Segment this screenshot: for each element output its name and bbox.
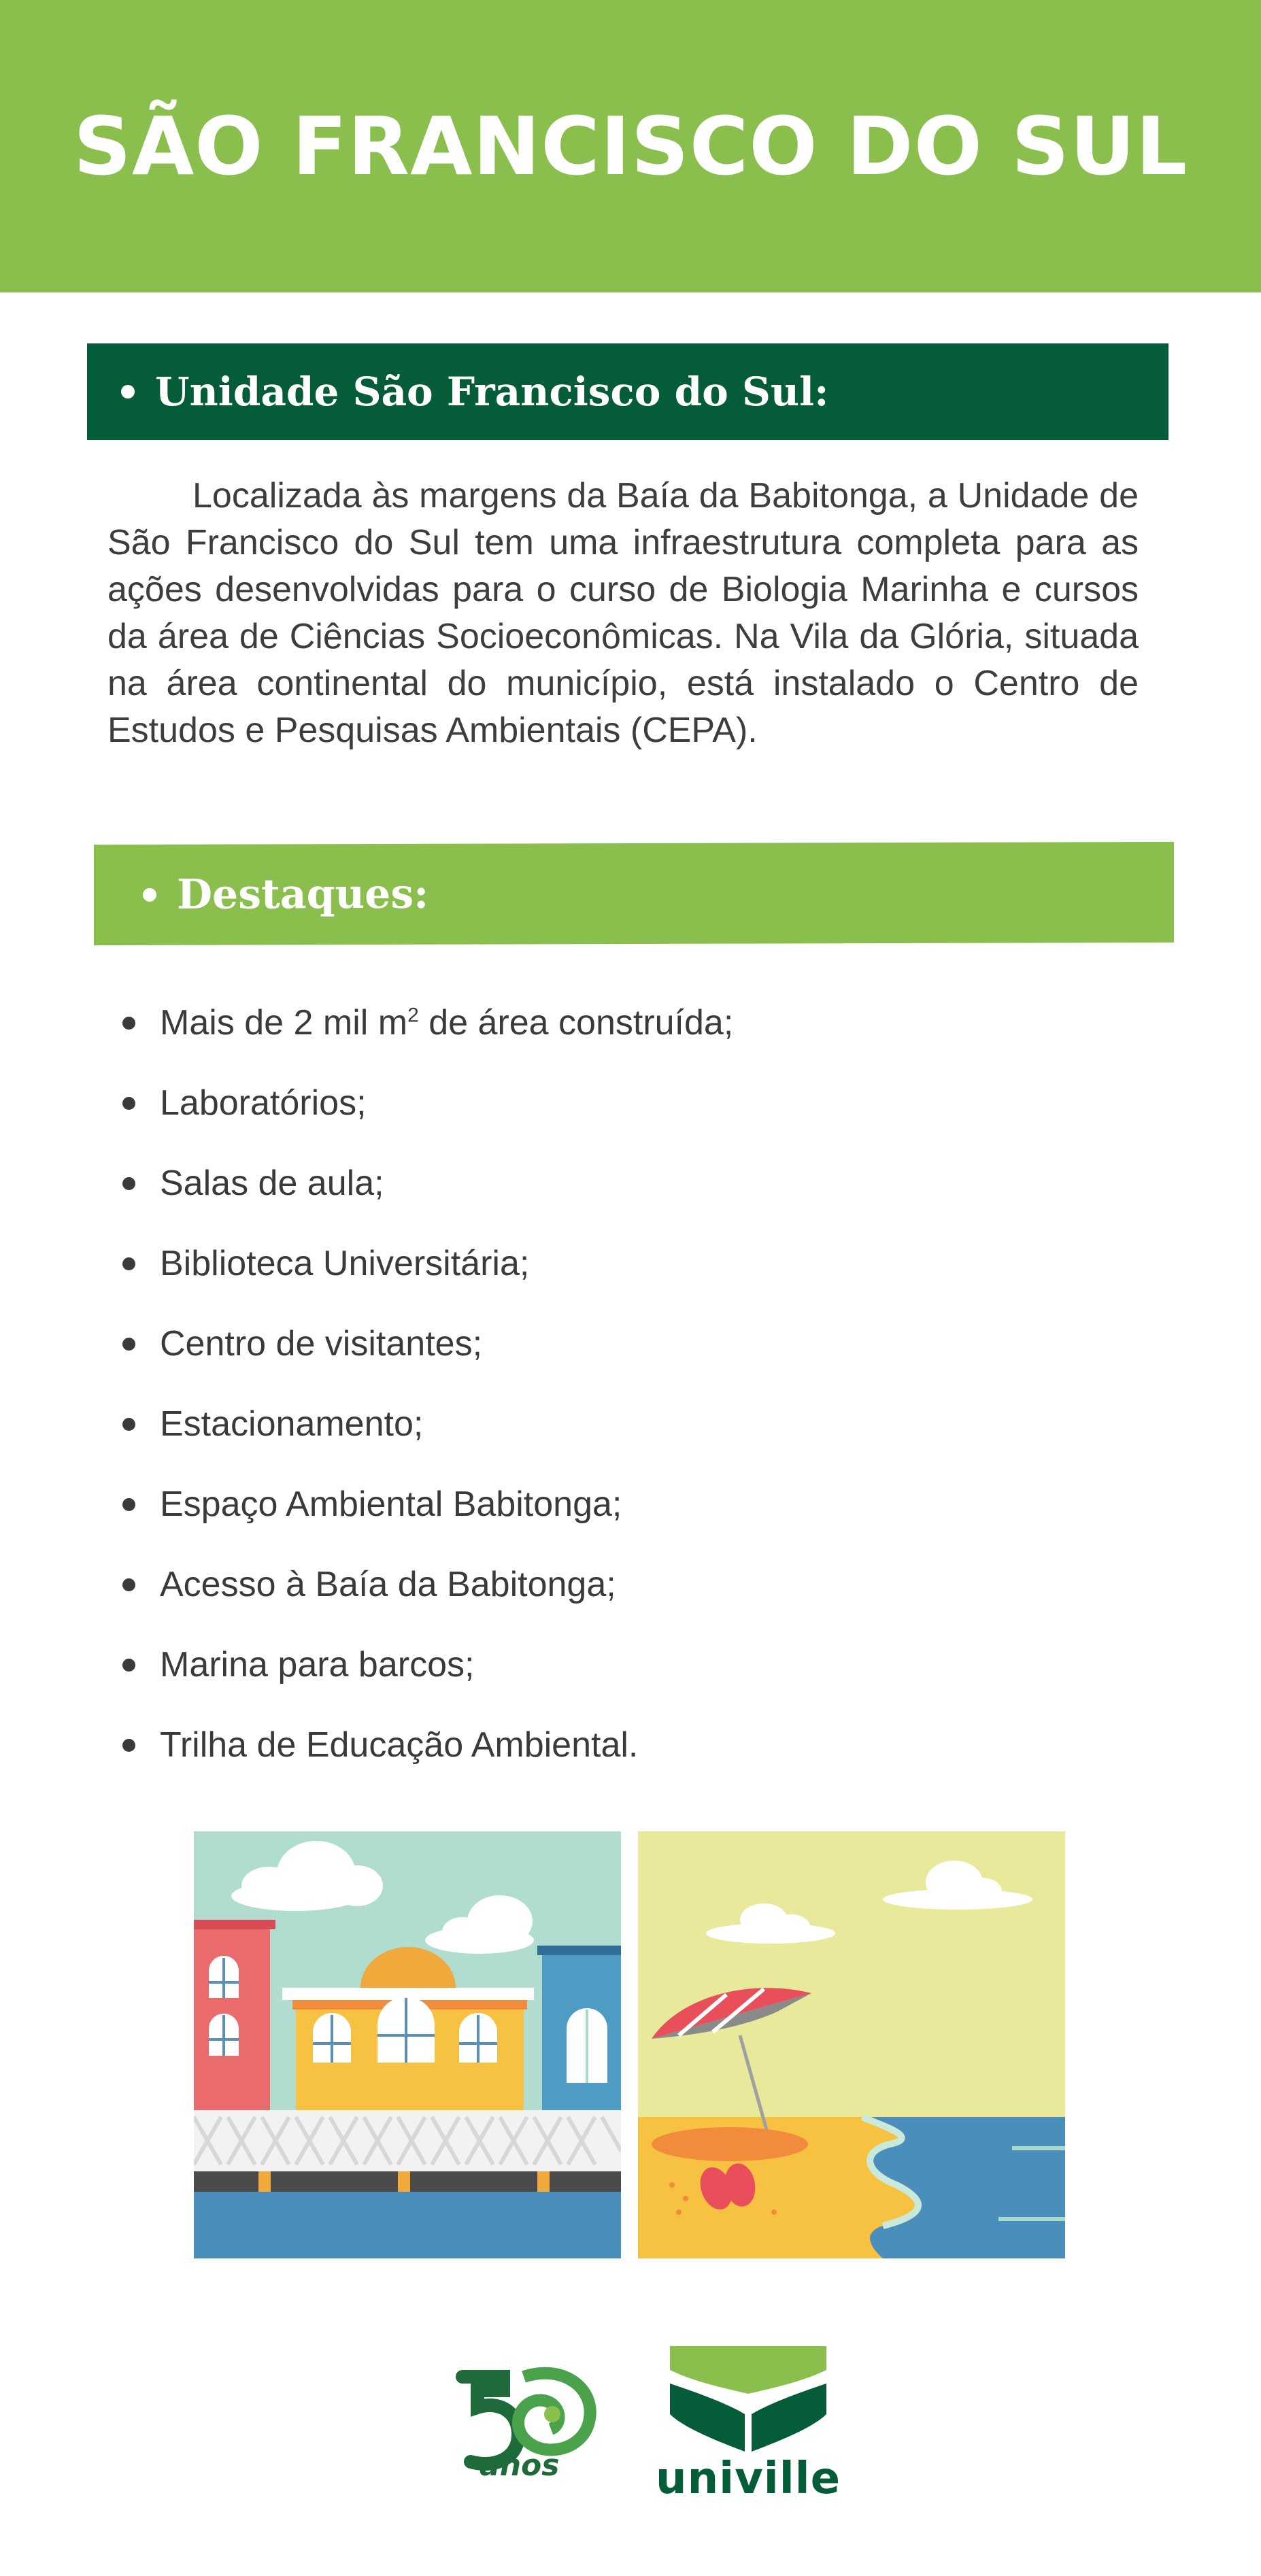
list-item-text: Centro de visitantes; — [160, 1324, 483, 1363]
univille-logo — [636, 2339, 860, 2509]
list-item — [122, 983, 733, 1063]
beach-illustration — [638, 1831, 1065, 2258]
list-item — [122, 1625, 733, 1705]
bullet-icon — [122, 1739, 135, 1752]
anniversary-word: anos — [480, 2448, 560, 2483]
list-item-text: Marina para barcos; — [160, 1645, 475, 1684]
list-item-text: Acesso à Baía da Babitonga; — [160, 1565, 616, 1604]
list-item-text: Trilha de Educação Ambiental. — [160, 1725, 639, 1765]
list-item — [122, 1304, 733, 1384]
open-book-icon — [636, 2339, 860, 2462]
list-item-text: Biblioteca Universitária; — [160, 1244, 530, 1283]
bullet-icon — [122, 1659, 135, 1672]
bullet-icon — [122, 1097, 135, 1110]
title-banner — [0, 0, 1261, 292]
page-title: SÃO FRANCISCO DO SUL — [73, 99, 1188, 193]
list-item-text: Mais de 2 mil $m^2$ de área construída; — [160, 1003, 734, 1043]
list-item-text: Salas de aula; — [160, 1164, 384, 1203]
bullet-icon — [143, 888, 156, 902]
bullet-icon — [122, 1257, 135, 1270]
unit-section-header — [87, 343, 1168, 440]
list-item-text: Estacionamento; — [160, 1404, 424, 1444]
list-item — [122, 1223, 733, 1304]
bullet-icon — [122, 1338, 135, 1351]
highlights-section-header — [94, 842, 1174, 945]
list-item-text: Espaço Ambiental Babitonga; — [160, 1485, 622, 1524]
bullet-icon — [121, 385, 135, 399]
bullet-icon — [122, 1578, 135, 1591]
list-item — [122, 1384, 733, 1464]
list-item — [122, 1143, 733, 1223]
footer-logos — [0, 2339, 1261, 2509]
list-item-text: Laboratórios; — [160, 1083, 367, 1123]
bullet-icon — [122, 1177, 135, 1190]
list-item — [122, 1544, 733, 1625]
unit-description: Localizada às margens da Baía da Babitonga, a Unidade de São Francisco do Sul tem uma infraestrutura completa para as ações desenvolvidas para o curso de Biologia Marinha e cursos da área de Ciências Socioeconômicas. Na Vila da Glória, situada na área continental do município, está instalado o Centro de Estudos e Pesquisas Ambientais (CEPA). — [107, 476, 1139, 750]
list-item — [122, 1464, 733, 1544]
unit-section-title: Unidade São Francisco do Sul: — [155, 369, 829, 415]
list-item — [122, 1705, 733, 1785]
brand-name: univille — [656, 2454, 841, 2504]
bullet-icon — [122, 1498, 135, 1511]
highlights-list — [122, 983, 733, 1785]
list-item — [122, 1063, 733, 1143]
bullet-icon — [122, 1017, 135, 1030]
city-waterfront-illustration — [194, 1831, 621, 2258]
highlights-section-title: Destaques: — [177, 870, 429, 919]
fifty-years-logo — [449, 2363, 605, 2499]
bullet-icon — [122, 1418, 135, 1431]
